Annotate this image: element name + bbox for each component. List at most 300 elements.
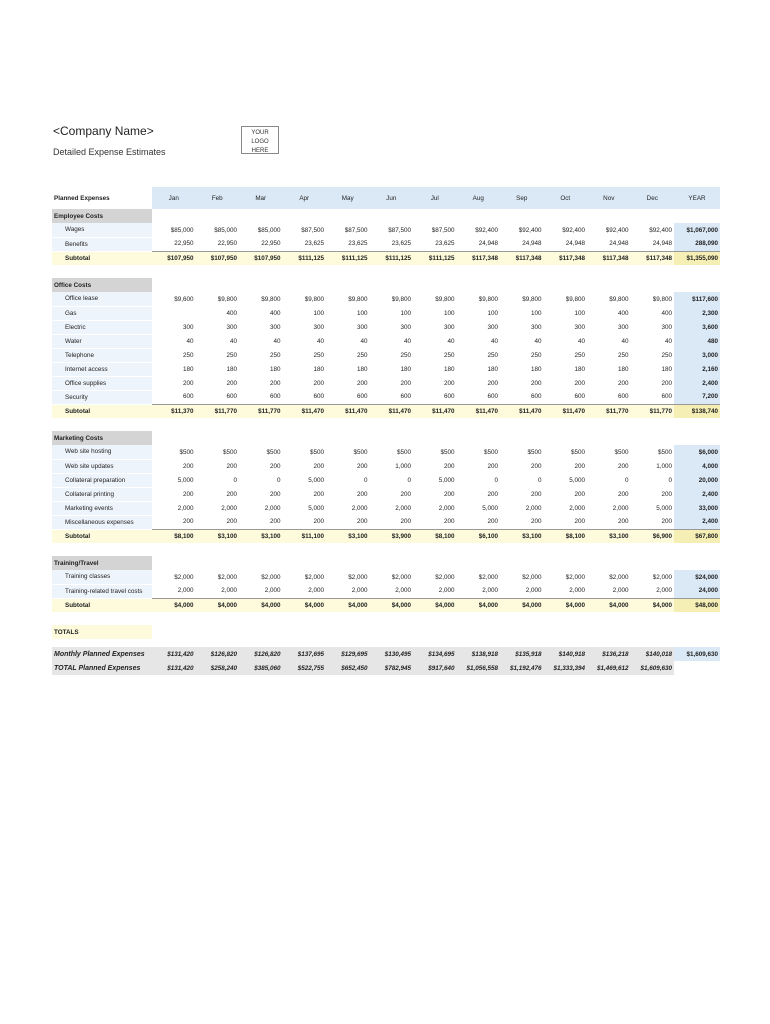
empty-cell <box>674 209 720 223</box>
expense-value: 2,000 <box>612 587 629 595</box>
section-header-row <box>52 209 720 223</box>
subtotal-row <box>52 251 720 265</box>
spacer-cell <box>52 418 720 431</box>
expense-value: 200 <box>487 379 498 387</box>
expense-row <box>52 584 720 598</box>
expense-value: 22,950 <box>261 240 281 248</box>
expense-label: Training-related travel costs <box>52 584 152 598</box>
empty-cell <box>326 556 370 570</box>
cumulative-total-value: $652,450 <box>326 661 370 675</box>
expense-value: $87,500 <box>344 226 368 234</box>
expense-label: Collateral printing <box>52 487 152 501</box>
expense-value: $92,400 <box>649 226 672 234</box>
column-header-month: Mar <box>239 187 283 209</box>
expense-value: 22,950 <box>174 240 194 248</box>
expense-value: 24,948 <box>609 240 629 248</box>
expense-label: Marketing events <box>52 501 152 515</box>
expense-value: 600 <box>661 393 672 401</box>
expense-value: 200 <box>617 379 629 387</box>
expense-value: $2,000 <box>435 573 455 581</box>
subtotal-value: $111,125 <box>326 251 370 265</box>
subtotal-label: Subtotal <box>52 404 152 418</box>
empty-cell <box>196 556 240 570</box>
empty-cell <box>631 278 675 292</box>
expense-value: 300 <box>182 323 194 331</box>
monthly-total-value: $137,695 <box>283 647 327 661</box>
column-header-month: Dec <box>631 187 675 209</box>
monthly-total-value: $129,695 <box>326 647 370 661</box>
expense-value: 0 <box>537 476 542 484</box>
expense-year-total: $1,067,000 <box>674 223 720 237</box>
expense-value: 200 <box>356 518 368 526</box>
subtotal-value: $11,470 <box>544 404 588 418</box>
expense-value: 1,000 <box>656 462 672 470</box>
expense-value: 200 <box>269 490 281 498</box>
expense-year-total: $24,000 <box>674 570 720 584</box>
monthly-total-value: $134,695 <box>413 647 457 661</box>
expense-value: 100 <box>574 309 585 317</box>
expense-value: 200 <box>356 379 368 387</box>
column-header-month: Feb <box>196 187 240 209</box>
subtotal-year-total: $67,800 <box>674 529 720 543</box>
expense-value: 40 <box>403 337 411 345</box>
expense-value: 23,625 <box>391 240 411 248</box>
empty-cell <box>283 625 327 639</box>
expense-value: 2,000 <box>221 504 237 512</box>
empty-cell <box>152 278 196 292</box>
spacer-row <box>52 612 720 625</box>
expense-label: Benefits <box>52 237 152 251</box>
expense-value: 2,000 <box>482 587 498 595</box>
spacer-cell <box>52 265 720 278</box>
expense-value: 180 <box>530 365 542 373</box>
expense-value: 2,000 <box>438 587 455 595</box>
expense-value: 0 <box>624 476 629 484</box>
expense-year-total: 20,000 <box>674 473 720 487</box>
expense-value: $9,800 <box>261 295 281 303</box>
cumulative-total-value: $1,192,476 <box>500 661 544 675</box>
expense-value: 2,000 <box>438 504 455 512</box>
expense-value: $9,800 <box>522 295 542 303</box>
empty-cell <box>587 209 631 223</box>
expense-value: 0 <box>363 476 368 484</box>
expense-value: 2,000 <box>351 504 368 512</box>
expense-value: 200 <box>530 518 542 526</box>
expense-value: $85,000 <box>214 226 237 234</box>
expense-value: $500 <box>440 448 455 456</box>
empty-cell <box>283 278 327 292</box>
subtotal-row <box>52 529 720 543</box>
subtotal-value: $117,348 <box>631 251 675 265</box>
empty-cell <box>544 431 588 445</box>
expense-value: 100 <box>400 309 411 317</box>
expense-value: 300 <box>574 323 585 331</box>
expense-value: 200 <box>661 490 672 498</box>
expense-value: 5,000 <box>482 504 498 512</box>
expense-value: 24,948 <box>478 240 498 248</box>
empty-cell <box>500 625 544 639</box>
expense-row <box>52 306 720 320</box>
expense-value: 180 <box>313 365 324 373</box>
subtotal-value: $3,900 <box>370 529 414 543</box>
expense-value: 300 <box>443 323 455 331</box>
expense-value: 2,000 <box>264 587 281 595</box>
subtotal-label: Subtotal <box>52 251 152 265</box>
expense-value: $92,400 <box>518 226 542 234</box>
subtotal-value: $4,000 <box>587 598 631 612</box>
expense-value: 24,948 <box>565 240 585 248</box>
expense-label: Web site updates <box>52 459 152 473</box>
subtotal-value: $4,000 <box>544 598 588 612</box>
subtotal-value: $11,470 <box>457 404 501 418</box>
expense-label: Telephone <box>52 348 152 362</box>
subtotal-value: $11,470 <box>500 404 544 418</box>
expense-value: 200 <box>574 379 585 387</box>
expense-value: $9,800 <box>348 295 368 303</box>
expense-year-total: 3,600 <box>674 320 720 334</box>
empty-cell <box>674 431 720 445</box>
expense-value: 22,950 <box>217 240 237 248</box>
expense-label: Water <box>52 334 152 348</box>
expense-row <box>52 376 720 390</box>
expense-row <box>52 348 720 362</box>
expense-value: 200 <box>356 490 368 498</box>
expense-value: 200 <box>400 379 411 387</box>
empty-cell <box>239 209 283 223</box>
empty-cell <box>587 431 631 445</box>
expense-value: 200 <box>574 462 585 470</box>
expense-value: 100 <box>356 309 368 317</box>
expense-year-total: 2,400 <box>674 487 720 501</box>
subtotal-label: Subtotal <box>52 598 152 612</box>
expense-value: 24,948 <box>522 240 542 248</box>
expense-value: $500 <box>396 448 411 456</box>
expense-value: 600 <box>182 393 194 401</box>
expense-value: 2,000 <box>177 504 194 512</box>
expense-row <box>52 515 720 529</box>
expense-value: 180 <box>661 365 672 373</box>
expense-value: $500 <box>657 448 672 456</box>
expense-value: 200 <box>487 490 498 498</box>
expense-value: 250 <box>443 351 455 359</box>
expense-value: 40 <box>360 337 368 345</box>
expense-value: 0 <box>494 476 498 484</box>
cumulative-total-value: $131,420 <box>152 661 196 675</box>
expense-value: 100 <box>530 309 542 317</box>
expense-value: 200 <box>313 518 324 526</box>
subtotal-value: $111,125 <box>370 251 414 265</box>
expense-value: $2,000 <box>609 573 629 581</box>
expense-value: 2,000 <box>525 587 542 595</box>
cumulative-total-year <box>674 661 720 675</box>
expense-value: 300 <box>313 323 324 331</box>
expense-value: $500 <box>614 448 629 456</box>
empty-cell <box>544 625 588 639</box>
expense-value: 600 <box>617 393 629 401</box>
empty-cell <box>544 556 588 570</box>
column-header-month: Sep <box>500 187 544 209</box>
expense-value: 200 <box>530 462 542 470</box>
expense-value: 200 <box>443 518 455 526</box>
subtotal-value: $117,348 <box>544 251 588 265</box>
empty-cell <box>283 431 327 445</box>
expense-value: 200 <box>182 490 194 498</box>
empty-cell <box>370 278 414 292</box>
expense-value: 250 <box>400 351 411 359</box>
section-header-row <box>52 278 720 292</box>
cumulative-total-row <box>52 661 720 675</box>
subtotal-value: $11,100 <box>283 529 327 543</box>
subtotal-value: $3,100 <box>326 529 370 543</box>
expense-value: 200 <box>313 490 324 498</box>
expense-year-total: $117,600 <box>674 292 720 306</box>
expense-value: $2,000 <box>391 573 411 581</box>
expense-value: 23,625 <box>348 240 368 248</box>
expense-value: 250 <box>530 351 542 359</box>
expense-label: Miscellaneous expenses <box>52 515 152 529</box>
cumulative-total-value: $1,609,630 <box>631 661 675 675</box>
expense-value: 100 <box>487 309 498 317</box>
empty-cell <box>500 556 544 570</box>
spacer-row <box>52 265 720 278</box>
empty-cell <box>500 209 544 223</box>
header-row <box>52 187 720 209</box>
monthly-total-row <box>52 647 720 661</box>
cumulative-total-value: $1,056,558 <box>457 661 501 675</box>
subtotal-value: $107,950 <box>196 251 240 265</box>
expense-value: 300 <box>269 323 281 331</box>
expense-value: 23,625 <box>304 240 324 248</box>
empty-cell <box>631 556 675 570</box>
empty-cell <box>587 278 631 292</box>
expense-value: 40 <box>577 337 585 345</box>
monthly-total-value: $135,918 <box>500 647 544 661</box>
expense-value: 250 <box>487 351 498 359</box>
monthly-total-value: $140,018 <box>631 647 675 661</box>
expense-value: 40 <box>490 337 498 345</box>
expense-value: 0 <box>407 476 411 484</box>
expense-value: 600 <box>226 393 237 401</box>
subtotal-value: $4,000 <box>283 598 327 612</box>
expense-year-total: 2,400 <box>674 376 720 390</box>
expense-value: 200 <box>487 518 498 526</box>
subtotal-value: $8,100 <box>544 529 588 543</box>
monthly-total-value: $138,918 <box>457 647 501 661</box>
expense-value: $2,000 <box>261 573 281 581</box>
subtotal-value: $3,100 <box>239 529 283 543</box>
expense-value: 24,948 <box>652 240 672 248</box>
subtotal-value: $3,100 <box>196 529 240 543</box>
expense-value: 200 <box>182 518 194 526</box>
expense-row <box>52 320 720 334</box>
section-title: Employee Costs <box>52 209 152 223</box>
empty-cell <box>152 209 196 223</box>
column-header-month: Jul <box>413 187 457 209</box>
expense-row <box>52 390 720 404</box>
expense-value: 100 <box>313 309 324 317</box>
expense-year-total: 2,400 <box>674 515 720 529</box>
expense-value: 100 <box>443 309 455 317</box>
expense-row <box>52 237 720 251</box>
expense-value: 40 <box>186 337 194 345</box>
expense-year-total: 288,090 <box>674 237 720 251</box>
empty-cell <box>239 278 283 292</box>
expense-value: 40 <box>664 337 672 345</box>
subtotal-value: $4,000 <box>326 598 370 612</box>
expense-value: 200 <box>356 462 368 470</box>
subtotal-value: $8,100 <box>413 529 457 543</box>
expense-value: $9,800 <box>217 295 237 303</box>
expense-value: 400 <box>617 309 629 317</box>
expense-value: 250 <box>269 351 281 359</box>
empty-cell <box>326 209 370 223</box>
expense-value: $9,800 <box>609 295 629 303</box>
expense-value: $2,000 <box>478 573 498 581</box>
empty-cell <box>326 431 370 445</box>
subtotal-value: $11,770 <box>239 404 283 418</box>
column-header-month: Oct <box>544 187 588 209</box>
expense-value: 180 <box>617 365 629 373</box>
expense-value: 5,000 <box>438 476 455 484</box>
expense-value: 200 <box>182 462 194 470</box>
empty-cell <box>587 556 631 570</box>
expense-value: 200 <box>617 462 629 470</box>
expense-year-total: 33,000 <box>674 501 720 515</box>
expense-value: 300 <box>617 323 629 331</box>
empty-cell <box>370 431 414 445</box>
subtotal-value: $4,000 <box>196 598 240 612</box>
empty-cell <box>500 431 544 445</box>
monthly-total-value: $140,918 <box>544 647 588 661</box>
empty-cell <box>544 209 588 223</box>
empty-cell <box>283 556 327 570</box>
subtotal-value: $4,000 <box>239 598 283 612</box>
empty-cell <box>326 278 370 292</box>
empty-cell <box>413 278 457 292</box>
expense-value: 1,000 <box>395 462 411 470</box>
expense-row <box>52 292 720 306</box>
expense-value: $500 <box>266 448 281 456</box>
expense-value: 40 <box>316 337 324 345</box>
empty-cell <box>674 278 720 292</box>
expense-year-total: 3,000 <box>674 348 720 362</box>
expense-value: $2,000 <box>565 573 585 581</box>
subtotal-value: $4,000 <box>152 598 196 612</box>
expense-value: $92,400 <box>605 226 629 234</box>
expense-value: $9,800 <box>565 295 585 303</box>
cumulative-total-value: $385,060 <box>239 661 283 675</box>
expense-value: 300 <box>530 323 542 331</box>
subtotal-value: $107,950 <box>152 251 196 265</box>
cumulative-total-value: $917,640 <box>413 661 457 675</box>
monthly-total-value: $126,820 <box>239 647 283 661</box>
expense-value: 200 <box>443 490 455 498</box>
column-header-month: May <box>326 187 370 209</box>
empty-cell <box>239 431 283 445</box>
expense-value: 2,000 <box>569 504 585 512</box>
subtotal-value: $6,900 <box>631 529 675 543</box>
empty-cell <box>370 556 414 570</box>
subtotal-value: $111,125 <box>413 251 457 265</box>
expense-label: Office supplies <box>52 376 152 390</box>
expense-value: 400 <box>269 309 281 317</box>
expense-row <box>52 570 720 584</box>
expense-value: $500 <box>483 448 498 456</box>
expense-value: 200 <box>182 379 194 387</box>
subtotal-value: $4,000 <box>457 598 501 612</box>
expense-value: $87,500 <box>388 226 411 234</box>
expense-value: $9,600 <box>174 295 194 303</box>
expense-label: Training classes <box>52 570 152 584</box>
expense-row <box>52 223 720 237</box>
expense-label: Internet access <box>52 362 152 376</box>
expense-value: $500 <box>353 448 368 456</box>
expense-value: 200 <box>617 490 629 498</box>
subtotal-value: $11,770 <box>631 404 675 418</box>
expense-value: 40 <box>621 337 629 345</box>
empty-cell <box>196 625 240 639</box>
expense-value: 250 <box>617 351 629 359</box>
subtotal-value: $11,470 <box>370 404 414 418</box>
expense-row <box>52 473 720 487</box>
empty-cell <box>413 556 457 570</box>
expense-value: 300 <box>487 323 498 331</box>
expense-value: 200 <box>269 379 281 387</box>
expense-value: 200 <box>487 462 498 470</box>
expense-value: 300 <box>400 323 411 331</box>
expense-value: $85,000 <box>170 226 194 234</box>
expense-value: 300 <box>661 323 672 331</box>
expense-label: Electric <box>52 320 152 334</box>
column-header-month: Nov <box>587 187 631 209</box>
subtotal-value: $117,348 <box>500 251 544 265</box>
totals-header-row <box>52 625 720 639</box>
expense-row <box>52 501 720 515</box>
expense-value: 180 <box>487 365 498 373</box>
empty-cell <box>239 625 283 639</box>
subtotal-value: $3,100 <box>500 529 544 543</box>
section-title: Office Costs <box>52 278 152 292</box>
expense-year-total: $6,000 <box>674 445 720 459</box>
expense-value: 600 <box>356 393 368 401</box>
expense-value: $2,000 <box>652 573 672 581</box>
expense-value: 2,000 <box>656 587 672 595</box>
expense-value: $2,000 <box>174 573 194 581</box>
expense-value: 250 <box>182 351 194 359</box>
expense-value: 250 <box>226 351 237 359</box>
subtotal-value: $8,100 <box>152 529 196 543</box>
subtotal-value: $11,470 <box>283 404 327 418</box>
subtotal-value: $4,000 <box>631 598 675 612</box>
empty-cell <box>196 278 240 292</box>
expense-value: 200 <box>661 379 672 387</box>
expense-value: 200 <box>443 379 455 387</box>
empty-cell <box>152 625 196 639</box>
column-header-month: Aug <box>457 187 501 209</box>
expense-value: $9,800 <box>391 295 411 303</box>
expense-value: 180 <box>182 365 194 373</box>
expense-value: 600 <box>487 393 498 401</box>
expense-row <box>52 487 720 501</box>
empty-cell <box>631 431 675 445</box>
subtotal-year-total: $1,355,090 <box>674 251 720 265</box>
expense-value: 5,000 <box>177 476 194 484</box>
expense-value: 250 <box>661 351 672 359</box>
empty-cell <box>674 556 720 570</box>
expense-row <box>52 362 720 376</box>
expense-row <box>52 334 720 348</box>
subtotal-value: $11,370 <box>152 404 196 418</box>
